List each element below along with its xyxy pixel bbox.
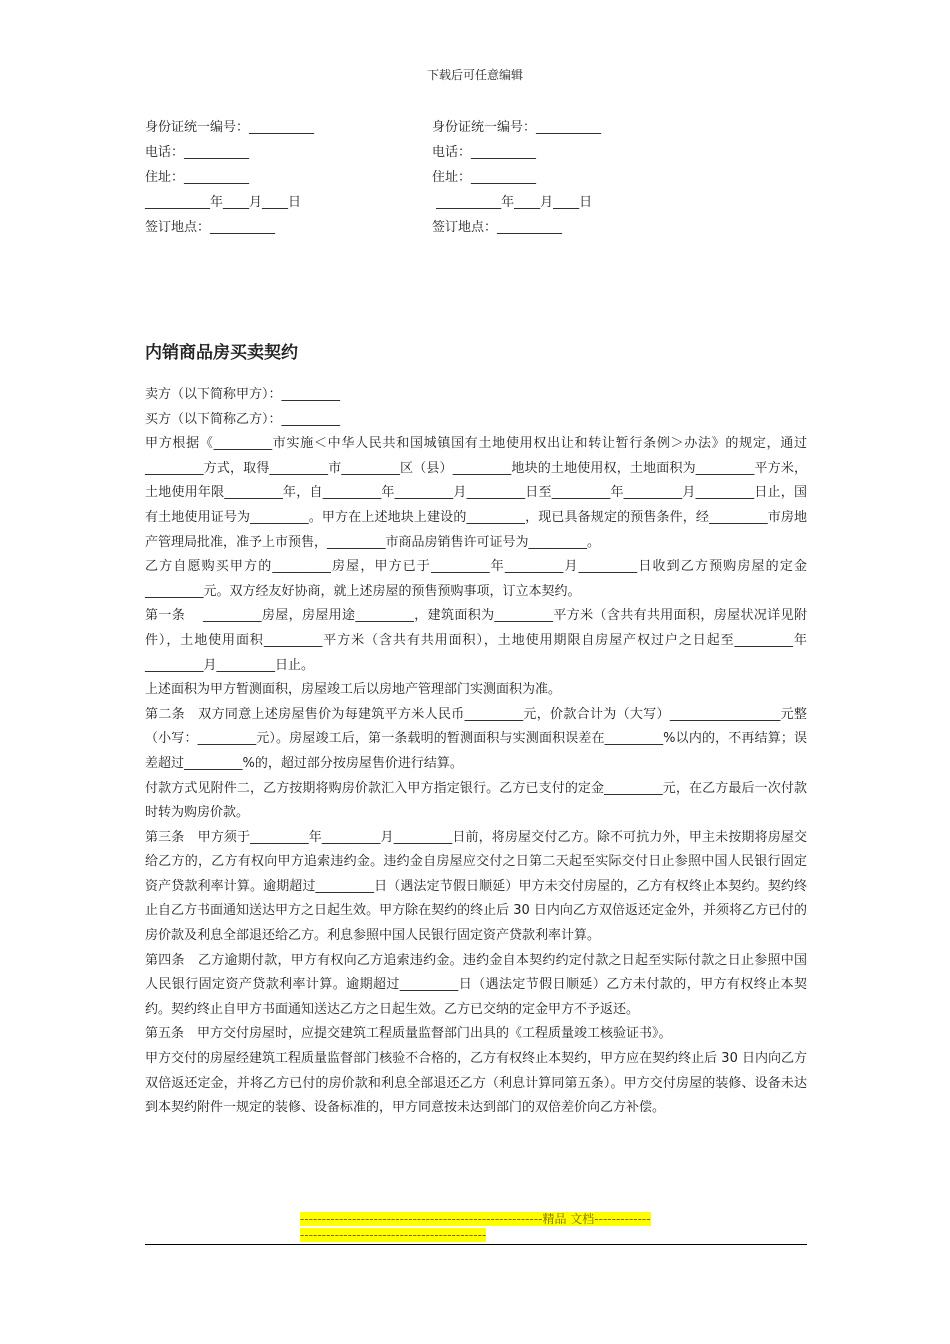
seller-phone: 电话：__________ — [145, 145, 250, 160]
buyer-date: __________年____月____日 — [432, 195, 593, 210]
contract-body — [145, 383, 807, 1121]
buyer-phone: 电话：__________ — [432, 145, 537, 160]
article-5-detail: 甲方交付的房屋经建筑工程质量监督部门核验不合格的，乙方有权终止本契约，甲方应在契约终止后 30 日内向乙方双倍返还定金，并将乙方已付的房价款和利息全部退还乙方（利息计算同第五条）。甲方交付房屋的装修、设备未达到本契约附件一规定的装修、设备标准的，甲方同意按未达到部门的双倍差价向乙方补偿。 — [145, 1051, 807, 1116]
deposit-paragraph: 乙方自愿购买甲方的_________房屋，甲方已于_________年_________月_________日收到乙方预购房屋的定金_________元。双方经友好协商，就上述房屋的预售预购事项，订立本契约。 — [145, 559, 807, 599]
footer-watermark-text: --------------------------------------------------------精品 文档-------------------------------------------------------- — [300, 1212, 651, 1242]
article-2: 第二条 双方同意上述房屋售价为每建筑平方米人民币_________元，价款合计为（大写）_________________元整（小写：_________元）。房屋竣工后，第一条载明的暂测面积与实测面积误差在_________%以内的，不再结算；误差超过_________%的，超过部分按房屋售价进行结算。 — [145, 706, 807, 771]
seller-address: 住址：__________ — [145, 170, 250, 185]
buyer-line: 买方（以下简称乙方）：_________ — [145, 411, 341, 427]
article-1: 第一条 _________房屋，房屋用途_________，建筑面积为_________平方米（含共有共用面积，房屋状况详见附件），土地使用面积_________平方米（含共有共用面积），土地使用期限自房屋产权过户之日起至_________年_________月_________日止。 — [145, 608, 807, 673]
page-header: 下载后可任意编辑 — [426, 68, 523, 82]
article-4: 第四条 乙方逾期付款，甲方有权向乙方追索违约金。违约金自本契约约定付款之日起至实际付款之日止参照中国人民银行固定资产贷款利率计算。逾期超过_________日（遇法定节假日顺延）乙方未付款的，甲方有权终止本契约。契约终止自甲方书面通知送达乙方之日起生效。乙方已交纳的定金甲方不予返还。 — [145, 952, 807, 1017]
footer-divider — [145, 1244, 807, 1245]
payment-paragraph: 付款方式见附件二，乙方按期将购房价款汇入甲方指定银行。乙方已支付的定金_________元，在乙方最后一次付款时转为购房价款。 — [145, 780, 807, 821]
footer-watermark — [300, 1211, 652, 1243]
buyer-signing-place: 签订地点：__________ — [432, 220, 563, 235]
buyer-id-number: 身份证统一编号：__________ — [432, 120, 602, 135]
buyer-address: 住址：__________ — [432, 170, 537, 185]
preamble-paragraph: 甲方根据《_________市实施＜中华人民共和国城镇国有土地使用权出让和转让暂行条例＞办法》的规定，通过_________方式，取得_________市_________区（县）_________地块的土地使用权，土地面积为_________平方米，土地使用年限_________年，自_________年_________月_________日至_________年_________月_________日止，国有土地使用证号为_________。甲方在上述地块上建设的_________，现已具备规定的预售条件，经_________市房地产管理局批准，准予上市预售，_________市商品房销售许可证号为_________。 — [145, 436, 807, 550]
seller-signing-place: 签订地点：__________ — [145, 220, 276, 235]
seller-date: __________年____月____日 — [145, 195, 302, 210]
article-5: 第五条 甲方交付房屋时，应提交建筑工程质量监督部门出具的《工程质量竣工核验证书》。 — [145, 1026, 672, 1042]
seller-line: 卖方（以下简称甲方）：_________ — [145, 387, 341, 402]
article-3: 第三条 甲方须于_________年_________月_________日前，将房屋交付乙方。除不可抗力外，甲主未按期将房屋交给乙方的，乙方有权向甲方追索违约金。违约金自房屋应交付之日第二天起至实际交付日止参照中国人民银行固定资产贷款利率计算。逾期超过_________日（遇法定节假日顺延）甲方未交付房屋的，乙方有权终止本契约。契约终止自乙方书面通知送达甲方之日起生效。甲方除在契约的终止后 30 日内向乙方双倍返还定金外，并须将乙方已付的房价款及利息全部退还给乙方。利息参照中国人民银行固定资产贷款利率计算。 — [145, 829, 807, 944]
seller-id-number: 身份证统一编号：__________ — [145, 120, 315, 135]
contract-title: 内销商品房买卖契约 — [145, 343, 298, 363]
article-1-note: 上述面积为甲方暂测面积，房屋竣工后以房地产管理部门实测面积为准。 — [145, 682, 562, 698]
signature-block-buyer — [432, 115, 601, 240]
signature-block-seller — [145, 115, 314, 240]
